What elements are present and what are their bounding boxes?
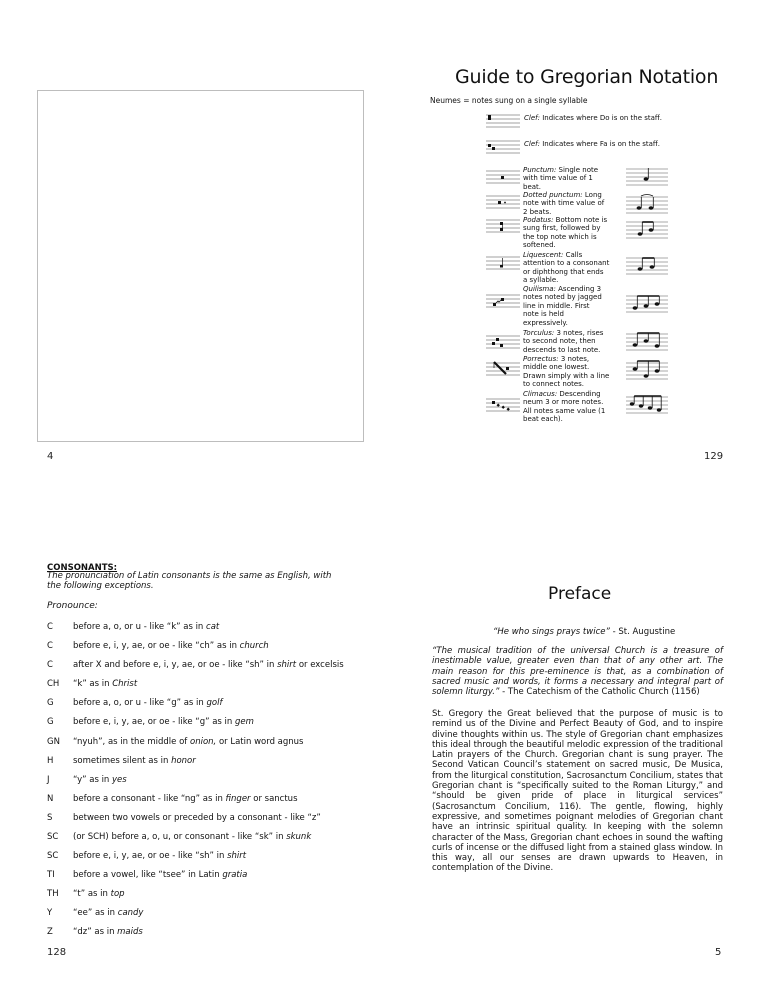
catechism-quote: “The musical tradition of the universal Church is a treasure of inestimable value, greater even than that of any other art. The main reason for this pre-eminence is that, as a combination of sacred music and words, it forms a necessary and integral part of solemn liturgy.” - The Catechism of the Catholic Church (1156) [432,646,723,698]
punctum-modern-note-icon [626,165,668,187]
guide-title: Guide to Gregorian Notation [455,66,719,88]
podatus-staff-icon [486,217,520,235]
liquescent-description: Liquescent: Calls attention to a consonant or diphthong that ends a syllable. [523,251,610,285]
augustine-quote: “He who sings prays twice” - St. Augustine [493,627,676,637]
preface-paragraph: St. Gregory the Great believed that the purpose of music is to remind us of the Divine and Perfect Beauty of God, and to inspire divine thoughts within us. The style of Gregorian chant emphasizes this ideal through the beautiful melodic expression of the traditional Latin prayers of the Church. Gregorian chant is sung prayer. The Second Vatican Council’s statement on sacred music, De Musica, from the liturgical constitution, Sacrosanctum Concilium, states that Gregorian chant is “specifically suited to the Roman Liturgy,” and “should be given pride of place in liturgical services” (Sacrosanctum Concilium, 116). The gentle, flowing, highly expressive, and sometimes poignant melodies of Gregorian chant have an intrinsic spiritual quality. In keeping with the solemn character of the Mass, Gregorian chant echoes in sound the wafting curls of incense or the diffused light from a stained glass window. In this way, all our senses are drawn upwards to Heaven, in contemplation of the Divine. [432,709,723,874]
do-clef-staff-icon [486,112,520,130]
climacus-modern-note-icon [626,393,668,415]
neumes-definition: Neumes = notes sung on a single syllable [430,96,588,105]
pronounce-label: Pronounce: [47,601,98,611]
torculus-modern-note-icon [626,330,668,352]
climacus-staff-icon [486,396,520,414]
preface-title: Preface [548,584,612,604]
liquescent-modern-note-icon [626,254,668,276]
blank-page-panel [37,90,364,442]
page-number-5: 5 [715,947,722,958]
liquescent-staff-icon [486,254,520,272]
dotted-punctum-modern-note-icon [626,193,668,215]
quilisma-staff-icon [486,292,520,310]
porrectus-staff-icon [486,360,520,378]
podatus-modern-note-icon [626,218,668,240]
quilisma-modern-note-icon [626,292,668,314]
dotted-punctum-description: Dotted punctum: Long note with time value of 2 beats. [523,191,605,216]
torculus-staff-icon [486,333,520,351]
podatus-description: Podatus: Bottom note is sung first, followed by the top note which is softened. [523,216,608,250]
page-number-128: 128 [47,947,67,958]
page-number-4: 4 [47,451,54,462]
porrectus-modern-note-icon [626,359,668,381]
climacus-description: Climacus: Descending neum 3 or more notes. All notes same value (1 beat each). [523,390,606,424]
punctum-description: Punctum: Single note with time value of 1 beat. [523,166,599,191]
dotted-punctum-staff-icon [486,193,520,211]
fa-clef-staff-icon [486,138,520,156]
torculus-description: Torculus: 3 notes, rises to second note, then descends to last note. [523,329,604,354]
clef-fa-description: Clef: Indicates where Fa is on the staff. [524,140,660,148]
consonants-intro: The pronunciation of Latin consonants is the same as English, with the following exceptions. [47,571,332,591]
consonants-heading: CONSONANTS: [47,563,118,573]
clef-do-description: Clef: Indicates where Do is on the staff. [524,114,662,122]
punctum-staff-icon [486,168,520,186]
quilisma-description: Quilisma: Ascending 3 notes noted by jagged line in middle. First note is held expressively. [523,285,602,327]
page-number-129: 129 [704,451,724,462]
porrectus-description: Porrectus: 3 notes, middle one lowest. Drawn simply with a line to connect notes. [523,355,610,389]
